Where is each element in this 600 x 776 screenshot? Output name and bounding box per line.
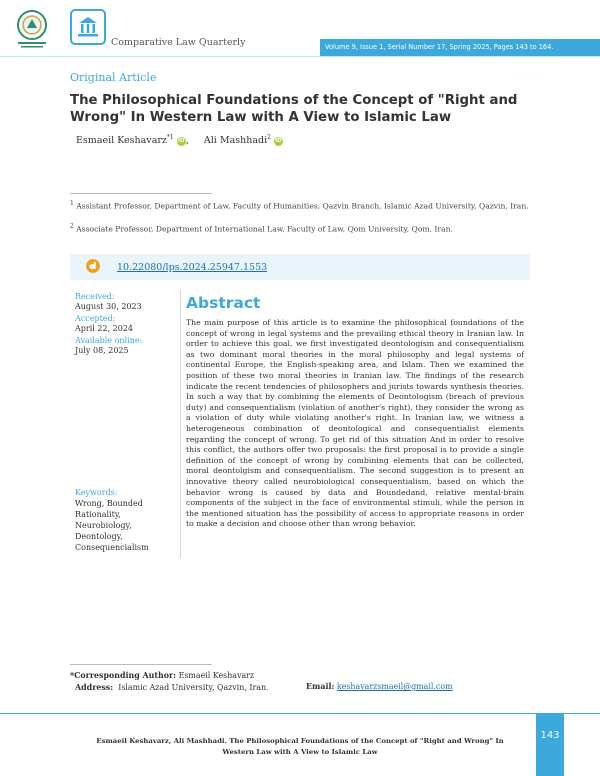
affiliation-sup: 2 (70, 223, 74, 230)
author-sup: *1 (166, 134, 174, 141)
author-list (76, 134, 283, 146)
footer-divider (0, 713, 600, 714)
author-separator: , (185, 135, 189, 147)
received-label: Received: (75, 292, 115, 301)
correspondence-divider (70, 664, 212, 665)
accepted-label: Accepted: (75, 314, 116, 323)
online-date: July 08, 2025 (75, 346, 129, 355)
corresponding-author: Esmaeil Keshavarz (178, 671, 255, 680)
university-logo-icon (10, 6, 54, 50)
journal-name: Comparative Law Quarterly (111, 37, 246, 48)
doi-icon (86, 259, 100, 273)
author-name[interactable]: Esmaeil Keshavarz (76, 135, 167, 147)
header-divider (0, 56, 600, 57)
orcid-icon[interactable]: iD (275, 138, 282, 145)
keyword-item: Neurobiology, (75, 521, 132, 530)
journal-logo-icon (70, 9, 106, 45)
article-title: The Philosophical Foundations of the Concept of "Right and Wrong" In Western Law with A View to Islamic Law (70, 93, 518, 125)
doi-link[interactable]: 10.22080/lps.2024.25947.1553 (117, 262, 268, 273)
keyword-item: Wrong, Bounded (75, 499, 143, 508)
orcid-icon[interactable]: iD (178, 138, 185, 145)
author-name[interactable]: Ali Mashhadi (203, 135, 268, 147)
online-label: Available online: (75, 336, 143, 345)
email-block (306, 682, 453, 691)
column-divider (180, 290, 181, 558)
issue-info: Volume 9, Issue 1, Serial Number 17, Spring 2025, Pages 143 to 164. (325, 43, 554, 51)
affiliation-sup: 1 (70, 200, 74, 207)
affiliation-text: Assistant Professor, Department of Law, Faculty of Humanities, Qazvin Branch, Islamic Azad University, Qazvin, Iran. (76, 201, 529, 211)
article-type: Original Article (70, 71, 157, 84)
affiliation-1 (70, 199, 532, 212)
email-link[interactable]: keshavarzsmaeil@gmail.com (336, 682, 453, 691)
email-label: Email: (306, 682, 335, 691)
page-number-box (536, 713, 564, 776)
correspondence-block (70, 670, 269, 694)
keyword-item: Deontology, (75, 532, 123, 541)
affiliation-divider (70, 193, 212, 194)
author-sup: 2 (267, 134, 271, 141)
abstract-body: The main purpose of this article is to examine the philosophical foundations of the concept of wrong in legal systems and the prevailing ethical theory in Iranian law. In order to achieve this goal, we first investigated deontologism and consequentialism as two dominant moral theories in the moral philosophy and legal systems of continental Europe, the English-speaking area, and Islam. Then we examined the position of these two moral theories in Iranian law. The findings of the research indicate the recent tendencies of philosophers and jurists towards synthesis theories. In such a way that by combining the elements of Deontologism (breach of previous duty) and consequentialism (violation of another's right), they consider the wrong as a violation of duty while violating another's right. In Iranian law, we witness a heterogeneous combination of deontological and consequentialist elements regarding the concept of wrong. To get rid of this situation And in order to resolve this conflict, the authors offer two proposals: the first proposal is to provide a single definition of the concept of wrong by combining elements that can be collected, moral deontolgism and consequentialism. The second suggestion is to present an innovative theory called neurobiological consequentialism, based on which the behavior wrong is caused by data and Boundedand, relative mental-brain components of the subject in the face of environmental stimuli, while the person in the mentioned situation has the possibility of access to appropriate reasons in order to make a decision and choose other than wrong behavior. (186, 318, 524, 529)
abstract-heading: Abstract (186, 294, 261, 312)
affiliation-2 (70, 222, 532, 235)
address-text: Islamic Azad University, Qazvin, Iran. (118, 683, 269, 692)
affiliation-text: Associate Professor, Department of International Law, Faculty of Law, Qom University, Qom, Iran. (76, 224, 453, 234)
footer-citation: Esmaeil Keshavarz, Ali Mashhadi. The Philosophical Foundations of the Concept of "Right and Wrong" In Western Law with A View to Islamic Law (96, 737, 504, 756)
corresponding-author-label: *Corresponding Author: (70, 671, 177, 680)
keyword-item: Rationality, (75, 510, 121, 519)
page-number: 143 (540, 730, 560, 741)
keywords-label: Keywords: (75, 488, 118, 497)
accepted-date: April 22, 2024 (75, 324, 134, 333)
keyword-item: Consequencialism (75, 543, 149, 552)
address-label: Address: (75, 683, 114, 692)
received-date: August 30, 2023 (75, 302, 142, 311)
